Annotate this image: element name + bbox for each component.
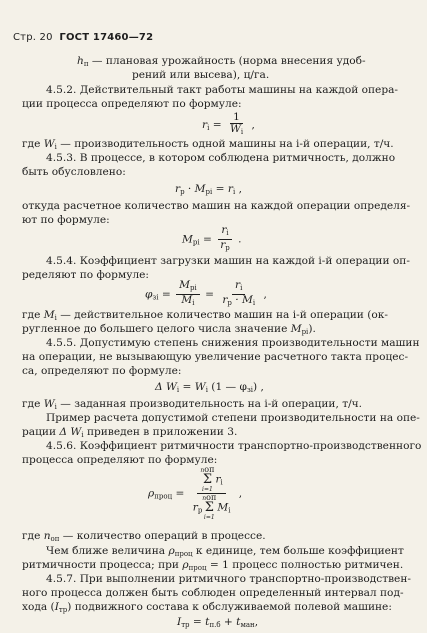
sum-upper-sub: оп xyxy=(204,465,215,474)
page-header xyxy=(13,31,153,44)
formula-sub: i xyxy=(176,386,180,394)
denominator: W xyxy=(229,123,241,135)
section-4-5-2: 4.5.2. Действительный такт работы машины на каждой опера- xyxy=(46,84,399,96)
symbol: Δ W xyxy=(59,426,82,438)
denominator: r xyxy=(222,294,228,306)
formula-op: ) , xyxy=(253,381,264,393)
sum-lower: i=1 xyxy=(203,514,215,521)
formula-sub: зi xyxy=(152,293,159,302)
formula-op: = xyxy=(199,233,216,246)
formula-sub: р xyxy=(180,188,185,196)
fraction xyxy=(219,280,258,309)
text: к единице, тем больше коэффициент xyxy=(192,545,404,557)
summation xyxy=(202,494,216,521)
text-line: рений или высева), ц/га. xyxy=(132,69,270,81)
symbol-sub: i xyxy=(81,431,84,439)
sigma-symbol: Σ xyxy=(202,472,213,487)
formula-sub: i xyxy=(228,506,231,515)
formula-sub: i xyxy=(226,229,229,237)
text: — действительное количество машин на i-й операции (ок- xyxy=(56,309,388,321)
sum-upper: n xyxy=(202,495,207,502)
section-4-5-3: 4.5.3. В процессе, в котором соблюдена ритмичность, должно xyxy=(46,152,396,164)
text: — заданная производительность на i-й операции, т/ч. xyxy=(56,398,363,410)
formula-sub: тр xyxy=(181,621,190,629)
definition-line xyxy=(22,530,266,546)
symbol: ρ xyxy=(182,559,189,571)
formula-op: = xyxy=(158,288,175,301)
formula-4 xyxy=(145,280,267,309)
formula-sub: i xyxy=(207,124,210,132)
formula-sub: i xyxy=(192,299,195,307)
formula-var: r xyxy=(227,183,233,195)
fraction xyxy=(227,112,246,138)
sum-upper-sub: оп xyxy=(206,493,217,502)
section-4-5-6: 4.5.6. Коэффициент ритмичности транспортно-производственного xyxy=(46,440,422,452)
denominator: M xyxy=(217,501,229,514)
formula-op: , xyxy=(235,487,243,500)
formula-sub: п.б xyxy=(209,621,221,629)
text: — количество операций в процессе. xyxy=(59,530,266,542)
formula-op: = xyxy=(172,487,188,500)
numerator: 1 xyxy=(230,112,243,124)
section-4-5-7: 4.5.7. При выполнении ритмичного транспортно-производствен- xyxy=(46,573,411,585)
formula-sub: i xyxy=(232,188,236,196)
symbol-sub: pi xyxy=(301,328,309,336)
section-4-5-5: 4.5.5. Допустимую степень снижения производительности машин xyxy=(46,337,420,349)
formula-var: φ xyxy=(145,288,153,301)
symbol: I xyxy=(54,601,59,613)
formula-sub: проц xyxy=(154,492,173,501)
document-code: ГОСТ 17460—72 xyxy=(59,32,154,43)
fraction xyxy=(190,466,234,521)
text-line: Пример расчета допустимой степени производительности на опе- xyxy=(46,412,420,424)
text: = 1 процесс полностью ритмичен. xyxy=(206,559,404,571)
text: ритмичности процесса; при xyxy=(22,559,183,571)
text-line: процесса определяют по формуле: xyxy=(22,454,218,466)
formula-sub: i xyxy=(240,284,243,292)
text-line: откуда расчетное количество машин на каждой операции определя- xyxy=(22,200,411,212)
sum-lower: i=1 xyxy=(202,486,213,493)
formula-op: . xyxy=(234,233,242,246)
formula-3 xyxy=(182,225,242,254)
formula-op: , xyxy=(248,119,255,131)
symbol: M xyxy=(290,323,302,335)
symbol: M xyxy=(43,309,55,321)
text-line xyxy=(22,601,392,617)
formula-op: = xyxy=(212,183,228,195)
formula-sub: pi xyxy=(189,284,197,292)
formula-sub: р xyxy=(227,299,232,307)
formula-var: I xyxy=(177,616,182,628)
text-line: ределяют по формуле: xyxy=(22,269,150,281)
summation xyxy=(200,466,214,493)
denominator: r xyxy=(192,501,198,514)
sum-upper: n xyxy=(200,467,205,474)
symbol-sub: проц xyxy=(188,564,207,572)
formula-sub: pi xyxy=(205,188,213,196)
formula-var: r xyxy=(202,119,208,131)
formula-var: M xyxy=(182,233,193,246)
numerator: M xyxy=(179,279,190,291)
formula-sub: i xyxy=(252,299,256,307)
text-line: быть обусловлено: xyxy=(22,166,126,178)
fraction xyxy=(217,225,233,254)
numerator: r xyxy=(215,473,221,486)
denominator: · M xyxy=(231,294,253,306)
formula-sub: i xyxy=(205,386,208,394)
section-4-5-4: 4.5.4. Коэффициент загрузки машин на каждой i-й операции оп- xyxy=(46,255,410,267)
formula-op: = xyxy=(209,119,225,131)
text: где xyxy=(22,398,44,410)
symbol-sub: п xyxy=(83,60,89,68)
symbol: ρ xyxy=(168,545,175,557)
formula-sub: р xyxy=(197,506,203,515)
formula-op: = xyxy=(179,381,195,393)
text-line: ного процесса должен быть соблюден определенный интервал под- xyxy=(22,587,404,599)
formula-op: , xyxy=(254,616,259,628)
formula-sub: ман xyxy=(240,621,255,629)
text: Чем ближе величина xyxy=(46,545,169,557)
symbol: W xyxy=(43,138,55,150)
text-line: са, определяют по формуле: xyxy=(22,365,182,377)
formula-sub: pi xyxy=(192,238,200,247)
symbol: n xyxy=(43,530,51,542)
formula-var: M xyxy=(194,183,206,195)
formula-sub: i xyxy=(220,478,223,487)
formula-var: ρ xyxy=(148,487,155,500)
text: где xyxy=(22,138,44,150)
text: где xyxy=(22,530,44,542)
symbol-sub: оп xyxy=(50,535,60,543)
sigma-symbol: Σ xyxy=(204,500,214,515)
numerator: r xyxy=(221,224,227,236)
text: приведен в приложении 3. xyxy=(83,426,238,438)
text: хода ( xyxy=(22,601,55,613)
fraction xyxy=(176,280,200,309)
formula-5 xyxy=(155,381,264,397)
numerator: r xyxy=(235,279,241,291)
text: где xyxy=(22,309,44,321)
text-line: ции процесса определяют по формуле: xyxy=(22,98,242,110)
formula-6 xyxy=(148,466,242,521)
formula-op: , xyxy=(260,288,267,301)
formula-var: r xyxy=(175,183,181,195)
formula-op: · xyxy=(184,183,195,195)
denominator: M xyxy=(181,294,193,306)
formula-2 xyxy=(175,183,242,199)
formula-1 xyxy=(202,112,255,138)
formula-var: t xyxy=(205,616,210,628)
text-line: на операции, не вызывающую увеличение расчетного такта процес- xyxy=(22,351,409,363)
symbol-sub: i xyxy=(54,143,57,151)
formula-op: , xyxy=(235,183,242,195)
symbol-sub: i xyxy=(54,314,57,322)
denominator: r xyxy=(220,239,226,251)
formula-op: (1 — φ xyxy=(207,381,247,393)
formula-sub: зi xyxy=(246,386,253,394)
formula-sub: р xyxy=(225,244,230,252)
symbol: W xyxy=(43,398,55,410)
text: — плановая урожайность (норма внесения удоб- xyxy=(88,55,366,67)
formula-op: = xyxy=(201,288,218,301)
symbol-sub: проц xyxy=(174,550,193,558)
text: — производительность одной машины на i-й операции, т/ч. xyxy=(56,138,394,150)
text-line: ют по формуле: xyxy=(22,214,110,226)
page-number: Стр. 20 xyxy=(13,32,53,43)
formula-sub: i xyxy=(240,128,244,136)
symbol: h xyxy=(77,55,84,67)
formula-var: t xyxy=(236,616,241,628)
text: рации xyxy=(22,426,60,438)
text: ). xyxy=(308,323,316,335)
text: ) подвижного состава к обслуживаемой полевой машине: xyxy=(67,601,392,613)
symbol-sub: тр xyxy=(58,606,68,614)
formula-op: + xyxy=(220,616,237,628)
formula-var: Δ W xyxy=(155,381,177,393)
formula-7 xyxy=(177,616,258,632)
formula-var: W xyxy=(194,381,206,393)
text: ругленное до большего целого числа значение xyxy=(22,323,291,335)
formula-op: = xyxy=(189,616,206,628)
symbol-sub: i xyxy=(54,403,57,411)
